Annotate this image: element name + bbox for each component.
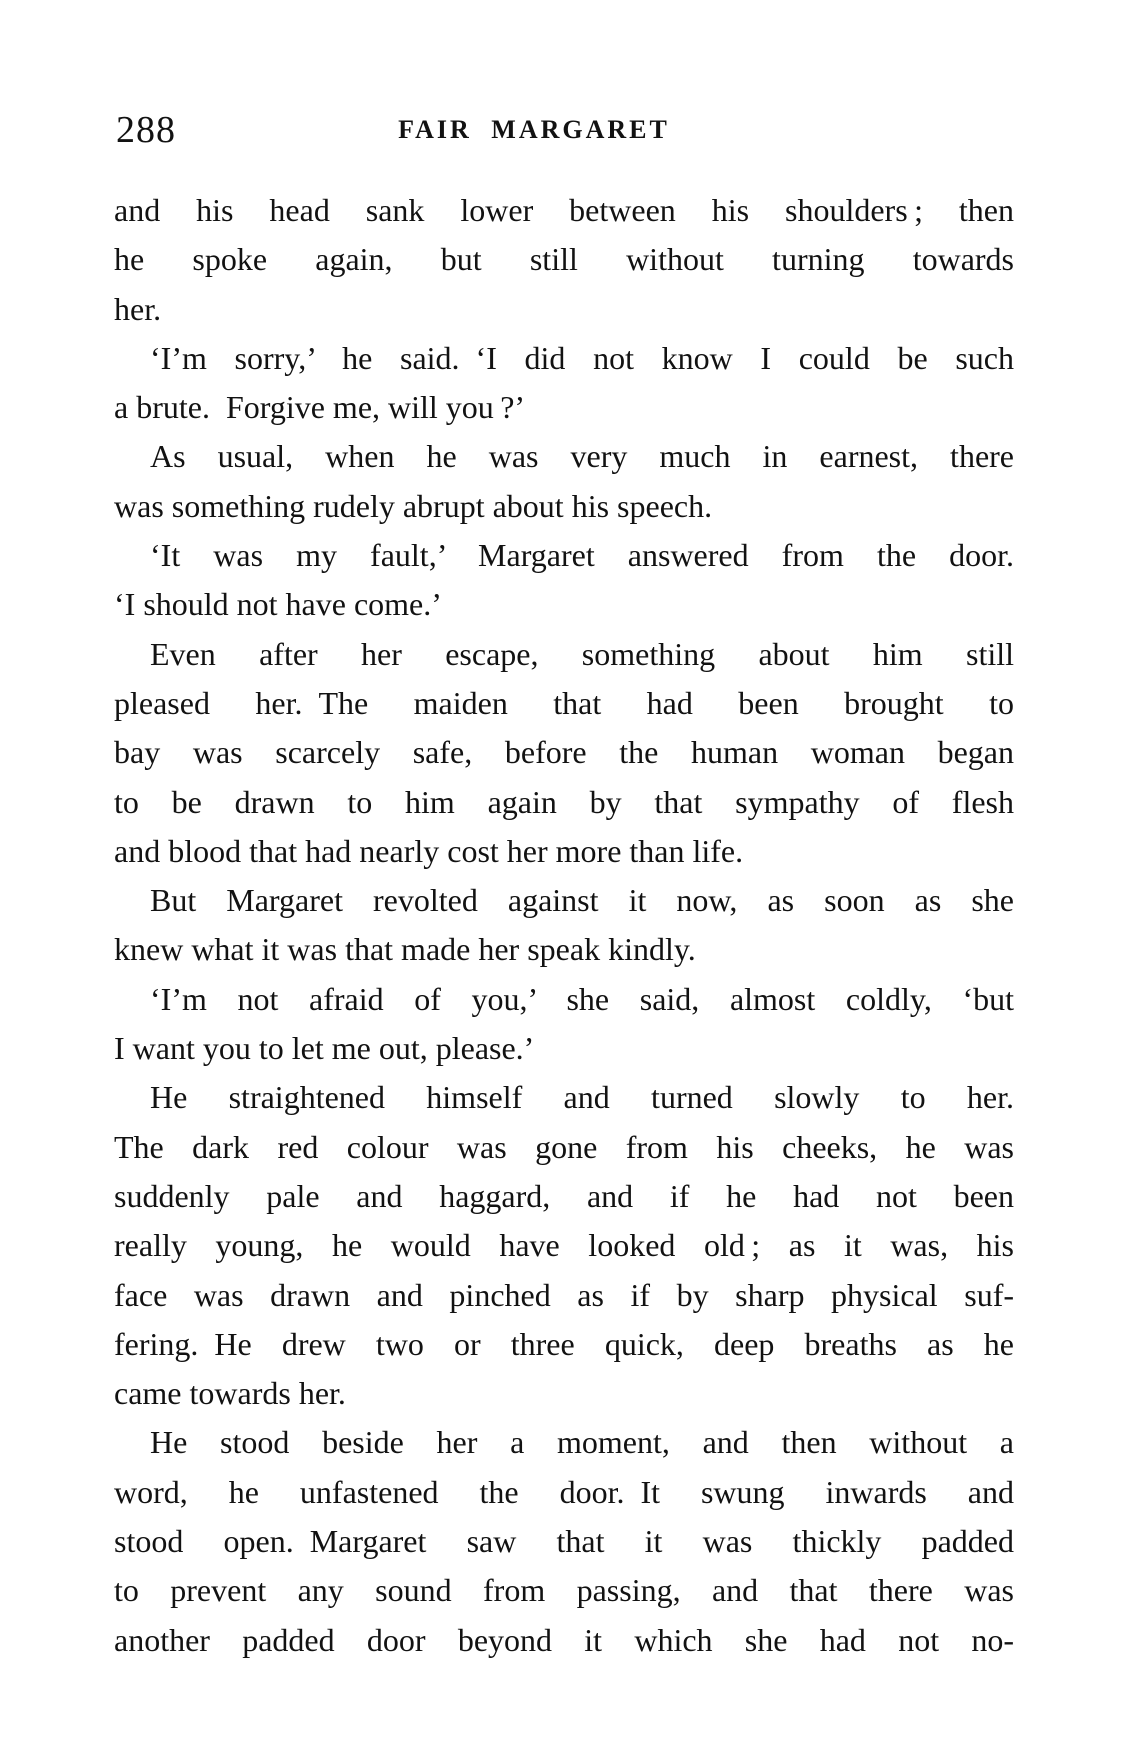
body-line: ‘I’m not afraid of you,’ she said, almost coldly, ‘but — [150, 980, 1014, 1017]
body-line: another padded door beyond it which she had not no- — [114, 1621, 1014, 1658]
running-title: FAIR MARGARET — [398, 115, 670, 144]
body-line: her. — [114, 290, 162, 327]
body-line: ‘I’m sorry,’ he said. ‘I did not know I could be such — [150, 339, 1014, 376]
body-line: and blood that had nearly cost her more than life. — [114, 832, 744, 869]
body-line: pleased her. The maiden that had been brought to — [114, 684, 1014, 721]
body-line: He straightened himself and turned slowly to her. — [150, 1079, 1014, 1116]
body-line: suddenly pale and haggard, and if he had not been — [114, 1177, 1014, 1214]
body-line: word, he unfastened the door. It swung inwards and — [114, 1473, 1014, 1510]
body-line: He stood beside her a moment, and then without a — [150, 1424, 1014, 1461]
text-block — [114, 186, 1014, 1665]
body-line: Even after her escape, something about him still — [150, 635, 1014, 672]
body-line: he spoke again, but still without turning towards — [114, 241, 1014, 278]
body-line: bay was scarcely safe, before the human woman began — [114, 734, 1014, 771]
body-line: The dark red colour was gone from his cheeks, he was — [114, 1128, 1014, 1165]
body-line: As usual, when he was very much in earnest, there — [150, 438, 1014, 475]
body-line: a brute. Forgive me, will you ?’ — [114, 389, 526, 426]
body-line: stood open. Margaret saw that it was thickly padded — [114, 1523, 1014, 1560]
body-line: really young, he would have looked old ; as it was, his — [114, 1227, 1014, 1264]
running-header — [114, 108, 1014, 152]
body-line: face was drawn and pinched as if by sharp physical suf- — [114, 1276, 1014, 1313]
body-line: to prevent any sound from passing, and that there was — [114, 1572, 1014, 1609]
body-line: fering. He drew two or three quick, deep breaths as he — [114, 1325, 1014, 1362]
body-line: and his head sank lower between his shoulders ; then — [114, 192, 1014, 228]
body-line: was something rudely abrupt about his speech. — [114, 487, 713, 524]
body-line: I want you to let me out, please.’ — [114, 1030, 535, 1067]
body-line: came towards her. — [114, 1375, 346, 1412]
body-line: knew what it was that made her speak kindly. — [114, 931, 696, 968]
body-line: But Margaret revolted against it now, as soon as she — [150, 882, 1014, 919]
page-number: 288 — [116, 109, 176, 151]
body-line: to be drawn to him again by that sympathy of flesh — [114, 783, 1014, 820]
body-line: ‘I should not have come.’ — [114, 586, 442, 623]
body-line: ‘It was my fault,’ Margaret answered from the door. — [150, 537, 1014, 574]
